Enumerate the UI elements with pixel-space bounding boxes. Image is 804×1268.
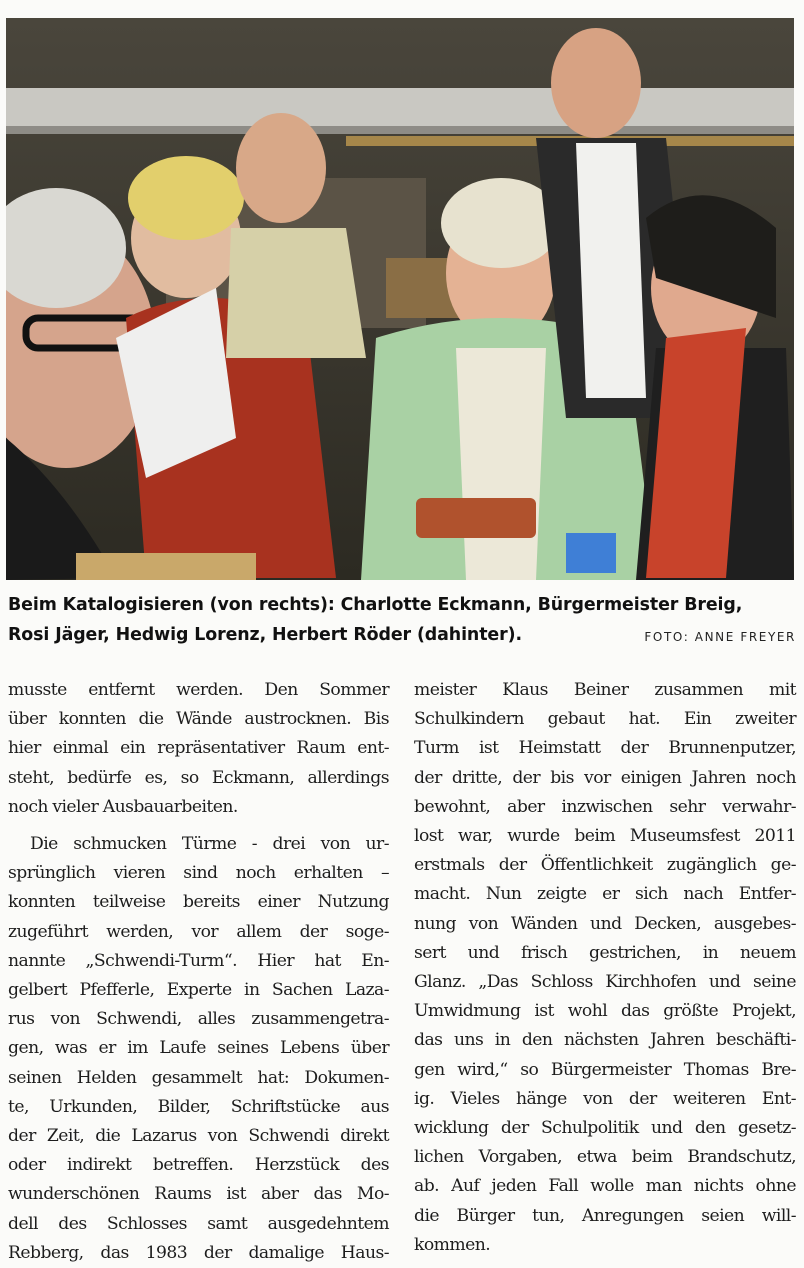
text-line: nannte „Schwendi-Turm“. Hier hat En- [8, 950, 389, 971]
text-line: rus von Schwendi, alles zusammengetra- [8, 1009, 389, 1030]
text-line: musste entfernt werden. Den Sommer [8, 680, 389, 700]
text-line: Umwidmung ist wohl das größte Projekt, [414, 1001, 796, 1022]
text-line: gen wird,“ so Bürgermeister Thomas Bre- [414, 1059, 796, 1080]
text-line: lost war, wurde beim Museumsfest 2011 [414, 826, 796, 847]
photo-caption [8, 590, 796, 650]
text-line: Die schmucken Türme - drei von ur- [30, 834, 389, 855]
text-line: noch vieler Ausbauarbeiten. [8, 796, 238, 817]
text-line: steht, bedürfe es, so Eckmann, allerdings [8, 767, 389, 788]
text-line: gelbert Pfefferle, Experte in Sachen Laza- [8, 980, 389, 1001]
text-line: die Bürger tun, Anregungen seien will- [414, 1205, 796, 1226]
text-line: Rebberg, das 1983 der damalige Haus- [8, 1242, 389, 1263]
photo-illustration [6, 18, 794, 580]
text-line: gen, was er im Laufe seines Lebens über [8, 1038, 389, 1059]
news-photo [6, 18, 794, 580]
text-line: wunderschönen Raums ist aber das Mo- [8, 1184, 389, 1205]
text-line: te, Urkunden, Bilder, Schriftstücke aus [8, 1096, 389, 1117]
text-line: zugeführt werden, vor allem der soge- [8, 921, 389, 942]
text-line: macht. Nun zeigte er sich nach Entfer- [414, 884, 796, 905]
photo-credit: FOTO: ANNE FREYER [644, 630, 796, 644]
text-line: sprünglich vieren sind noch erhalten – [8, 863, 389, 884]
text-line: hier einmal ein repräsentativer Raum ent- [8, 738, 389, 759]
text-line: sert und frisch gestrichen, in neuem [414, 942, 796, 963]
text-line: lichen Vorgaben, etwa beim Brandschutz, [414, 1147, 796, 1168]
text-line: der Zeit, die Lazarus von Schwendi direkt [8, 1126, 389, 1147]
text-line: konnten teilweise bereits einer Nutzung [8, 892, 389, 913]
text-line: erstmals der Öffentlichkeit zugänglich ge- [414, 855, 796, 876]
text-line: Schulkindern gebaut hat. Ein zweiter [414, 709, 796, 730]
text-line: seinen Helden gesammelt hat: Dokumen- [8, 1067, 389, 1088]
caption-line-2: Rosi Jäger, Hedwig Lorenz, Herbert Röder (dahinter). [8, 625, 522, 645]
text-line: meister Klaus Beiner zusammen mit [414, 680, 796, 700]
text-line: bewohnt, aber inzwischen sehr verwahr- [414, 796, 796, 817]
text-line: ig. Vieles hänge von der weiteren Ent- [414, 1088, 796, 1109]
text-line: dell des Schlosses samt ausgedehntem [8, 1213, 389, 1234]
text-line: der dritte, der bis vor einigen Jahren noch [414, 767, 796, 788]
text-line: Glanz. „Das Schloss Kirchhofen und seine [414, 972, 796, 993]
text-line: das uns in den nächsten Jahren beschäfti- [414, 1030, 796, 1051]
text-line: ab. Auf jeden Fall wolle man nichts ohne [414, 1176, 796, 1197]
text-line: kommen. [414, 1234, 491, 1255]
text-line: Turm ist Heimstatt der Brunnenputzer, [414, 738, 796, 759]
caption-line-1: Beim Katalogisieren (von rechts): Charlotte Eckmann, Bürgermeister Breig, [8, 595, 743, 615]
text-line: über konnten die Wände austrocknen. Bis [8, 709, 389, 730]
text-line: wicklung der Schulpolitik und den gesetz- [414, 1118, 796, 1139]
text-line: nung von Wänden und Decken, ausgebes- [414, 913, 796, 934]
article-column-left [8, 676, 389, 1268]
text-line: oder indirekt betreffen. Herzstück des [8, 1155, 389, 1176]
article-column-right [414, 676, 796, 1260]
